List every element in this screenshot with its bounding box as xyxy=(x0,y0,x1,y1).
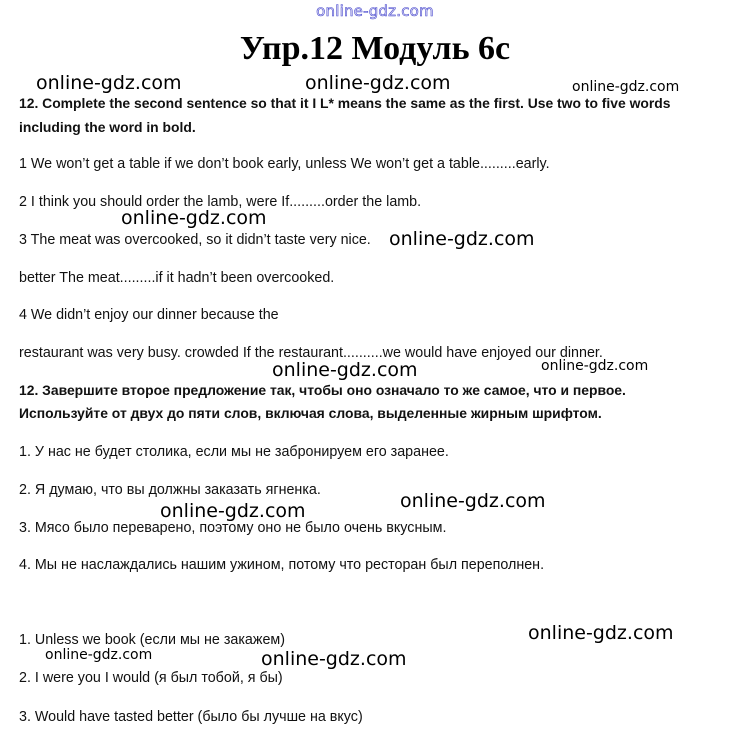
answer-3: 3. Would have tasted better (было бы лучше на вкус) xyxy=(19,709,363,725)
russian-item-4: 4. Мы не наслаждались нашим ужином, потому что ресторан был переполнен. xyxy=(19,557,545,573)
russian-item-1: 1. У нас не будет столика, если мы не забронируем его заранее. xyxy=(19,444,449,460)
english-instruction: including the word in bold. xyxy=(19,119,196,135)
watermark: online-gdz.com xyxy=(261,648,407,670)
russian-instruction: 12. Завершите второе предложение так, чтобы оно означало то же самое, что и первое. xyxy=(19,382,626,398)
russian-instruction: Используйте от двух до пяти слов, включая слова, выделенные жирным шрифтом. xyxy=(19,405,602,421)
watermark: online-gdz.com xyxy=(572,79,680,95)
english-item-4: 4 We didn’t enjoy our dinner because the xyxy=(19,307,279,323)
watermark: online-gdz.com xyxy=(36,72,182,94)
english-item-3-cont: better The meat.........if it hadn’t been overcooked. xyxy=(19,270,335,286)
watermark: online-gdz.com xyxy=(160,500,306,522)
site-watermark-top: online-gdz.com xyxy=(316,2,434,20)
watermark: online-gdz.com xyxy=(305,72,451,94)
russian-item-2: 2. Я думаю, что вы должны заказать ягненка. xyxy=(19,482,321,498)
english-item-2: 2 I think you should order the lamb, were If.........order the lamb. xyxy=(19,194,422,210)
answer-1: 1. Unless we book (если мы не закажем) xyxy=(19,632,285,648)
watermark: online-gdz.com xyxy=(528,622,674,644)
english-item-1: 1 We won’t get a table if we don’t book early, unless We won’t get a table.........early. xyxy=(19,156,550,172)
english-instruction: 12. Complete the second sentence so that it I L* means the same as the first. Use two to five words xyxy=(19,95,671,111)
watermark: online-gdz.com xyxy=(389,228,535,250)
watermark: online-gdz.com xyxy=(45,647,153,663)
russian-item-3: 3. Мясо было переварено, поэтому оно не было очень вкусным. xyxy=(19,520,447,536)
watermark: online-gdz.com xyxy=(541,358,649,374)
page-title: Упр.12 Модуль 6с xyxy=(239,30,511,67)
watermark: online-gdz.com xyxy=(272,359,418,381)
watermark: online-gdz.com xyxy=(121,207,267,229)
english-item-4-cont: restaurant was very busy. crowded If the restaurant..........we would have enjoyed our dinner. xyxy=(19,345,603,361)
watermark: online-gdz.com xyxy=(400,490,546,512)
answer-2: 2. I were you I would (я был тобой, я бы) xyxy=(19,670,283,686)
english-item-3: 3 The meat was overcooked, so it didn’t taste very nice. xyxy=(19,232,371,248)
